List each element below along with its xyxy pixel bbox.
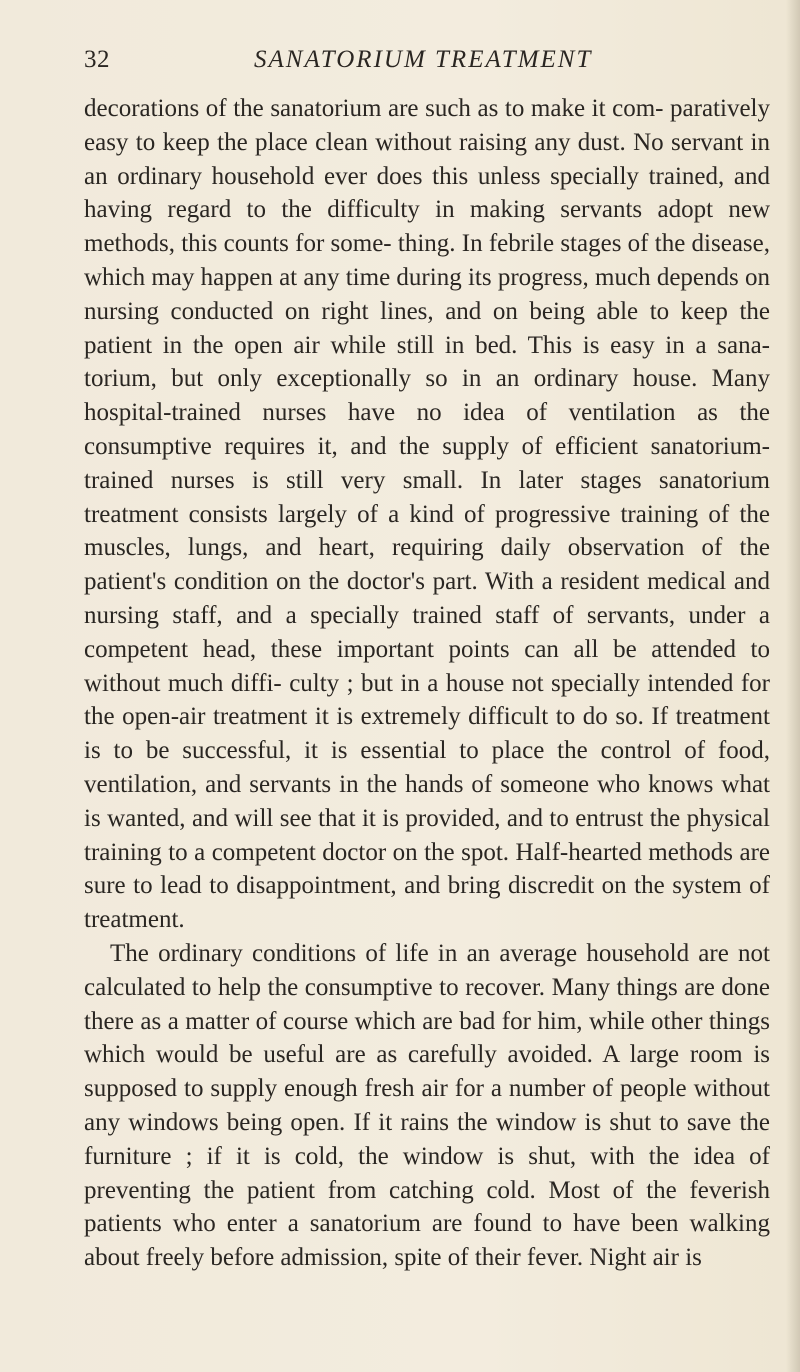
paragraph-1: decorations of the sanatorium are such as to make it com- paratively easy to keep the place clean without raising any dust. No servant in an ordinary household ever does this unless specially trained, and having regard to the difficulty in making servants adopt new methods, this counts for some- thing. In febrile stages of the disease, which may happen at any time during its progress, much depends on nursing conducted on right lines, and on being able to keep the patient in the open air while still in bed. This is easy in a sana- torium, but only exceptionally so in an ordinary house. Many hospital-trained nurses have no idea of ventilation as the consumptive requires it, and the supply of efficient sanatorium-trained nurses is still very small. In later stages sanatorium treatment consists largely of a kind of progressive training of the muscles, lungs, and heart, requiring daily observation of the patient's condition on the doctor's part. With a resident medical and nursing staff, and a specially trained staff of servants, under a competent head, these important points can all be attended to without much diffi- culty ; but in a house not specially intended for the open-air treatment it is extremely difficult to do so. If treatment is to be successful, it is essential to place the control of food, ventilation, and servants in the hands of someone who knows what is wanted, and will see that it is provided, and to entrust the physical training to a competent doctor on the spot. Half-hearted methods are sure to lead to disappointment, and bring discredit on the system of treatment. [84, 95, 770, 934]
body-text [84, 92, 770, 1275]
page-number: 32 [84, 46, 110, 73]
page-header [84, 46, 770, 82]
running-head: SANATORIUM TREATMENT [254, 46, 593, 73]
page-edge-shadow [786, 0, 800, 1372]
paragraph-2: The ordinary conditions of life in an average household are not calculated to help the consumptive to recover. Many things are done there as a matter of course which are bad for him, while other things which would be useful are as carefully avoided. A large room is supposed to supply enough fresh air for a number of people without any windows being open. If it rains the window is shut to save the furniture ; if it is cold, the window is shut, with the idea of preventing the patient from catching cold. Most of the feverish patients who enter a sanatorium are found to have been walking about freely before admission, spite of their fever. Night air is [84, 939, 770, 1272]
